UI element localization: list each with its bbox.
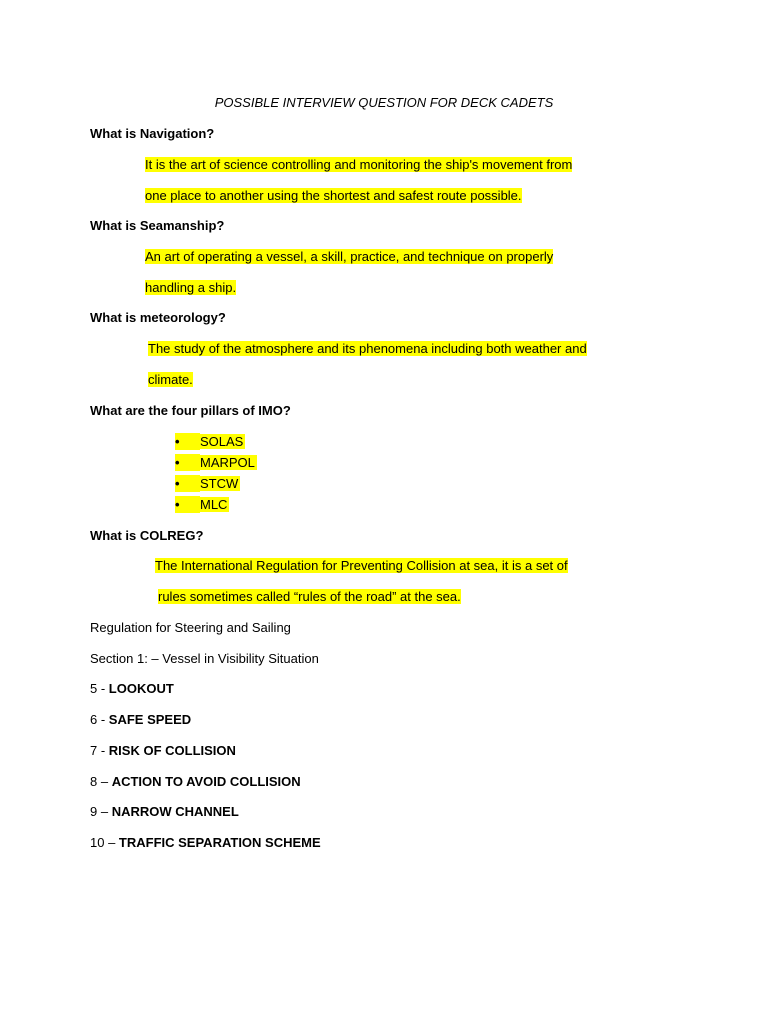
regulation-heading: Regulation for Steering and Sailing (90, 620, 291, 635)
bullet-icon: • (175, 475, 200, 492)
highlighted-text: It is the art of science controlling and monitoring the ship's movement from (145, 157, 573, 172)
question-imo-pillars: What are the four pillars of IMO? (90, 403, 291, 418)
bullet-icon: • (175, 496, 200, 513)
rule-number: 8 – (90, 774, 112, 789)
pillar-label: MARPOL (200, 455, 255, 470)
rule-name: SAFE SPEED (108, 712, 192, 727)
rule-name: ACTION TO AVOID COLLISION (111, 774, 301, 789)
rule-item (90, 774, 301, 790)
list-item (175, 475, 240, 492)
rule-item (90, 712, 191, 728)
list-item (175, 496, 229, 513)
highlighted-text: one place to another using the shortest and safest route possible. (145, 188, 522, 203)
rule-number: 7 - (90, 743, 109, 758)
pillar-label: MLC (200, 497, 228, 512)
pillar-label: STCW (200, 476, 239, 491)
page-title: POSSIBLE INTERVIEW QUESTION FOR DECK CADETS (214, 95, 554, 110)
rule-number: 5 - (90, 681, 109, 696)
highlighted-text: handling a ship. (145, 280, 237, 295)
question-colreg: What is COLREG? (90, 528, 204, 543)
rule-name: RISK OF COLLISION (108, 743, 236, 758)
question-seamanship: What is Seamanship? (90, 218, 225, 233)
answer-meteorology-line1 (148, 341, 587, 357)
question-navigation: What is Navigation? (90, 126, 215, 141)
rule-item (90, 804, 239, 820)
answer-meteorology-line2 (148, 372, 193, 388)
highlighted-text: rules sometimes called “rules of the road” at the sea. (158, 589, 461, 604)
answer-colreg-line1 (155, 558, 568, 574)
highlighted-text: The International Regulation for Preventing Collision at sea, it is a set of (155, 558, 568, 573)
answer-colreg-line2 (158, 589, 461, 605)
list-item (175, 433, 245, 450)
bullet-icon: • (175, 433, 200, 450)
rule-name: TRAFFIC SEPARATION SCHEME (118, 835, 321, 850)
rule-name: NARROW CHANNEL (111, 804, 239, 819)
highlighted-text: climate. (148, 372, 193, 387)
rule-number: 9 – (90, 804, 112, 819)
rule-number: 10 – (90, 835, 119, 850)
section-heading: Section 1: – Vessel in Visibility Situation (90, 651, 319, 666)
answer-navigation-line2 (145, 188, 522, 204)
pillar-label: SOLAS (200, 434, 244, 449)
answer-navigation-line1 (145, 157, 572, 173)
answer-seamanship-line1 (145, 249, 553, 265)
highlighted-text: The study of the atmosphere and its phenomena including both weather and (148, 341, 587, 356)
bullet-icon: • (175, 454, 200, 471)
rule-item (90, 743, 236, 759)
rule-name: LOOKOUT (108, 681, 174, 696)
rule-item (90, 835, 321, 851)
list-item (175, 454, 257, 471)
answer-seamanship-line2 (145, 280, 236, 296)
highlighted-text: An art of operating a vessel, a skill, practice, and technique on properly (145, 249, 554, 264)
rule-number: 6 - (90, 712, 109, 727)
question-meteorology: What is meteorology? (90, 310, 226, 325)
rule-item (90, 681, 174, 697)
